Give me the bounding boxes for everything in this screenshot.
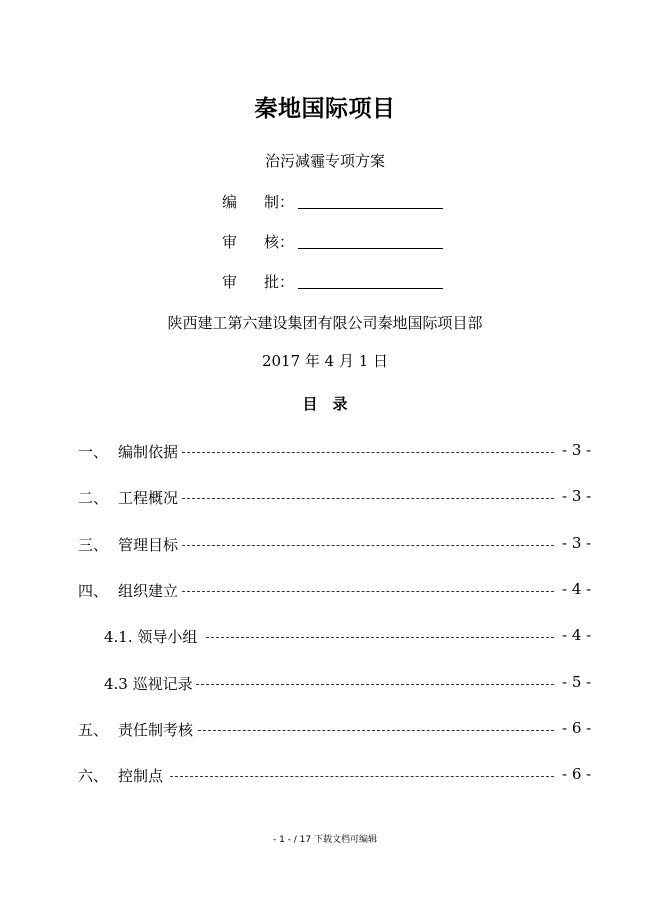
toc-item[interactable] [0,534,650,556]
toc-item[interactable] [0,441,650,463]
toc-leader [182,591,554,592]
toc-leader [182,545,554,546]
toc-leader [182,452,554,453]
document-title: 秦地国际项目 [254,96,396,122]
toc-item[interactable] [0,719,650,741]
toc-item[interactable] [0,487,650,509]
toc-item-page: - 5 - [562,673,592,691]
document-date: 2017 年 4 月 1 日 [261,352,389,370]
sig-line-compile [298,188,443,209]
toc-subitem[interactable] [0,626,650,648]
toc-item-number: 三、 [78,536,109,554]
toc-leader [206,637,554,638]
toc-item-page: - 3 - [562,487,592,505]
toc-item-page: - 4 - [562,626,592,644]
toc-subitem[interactable] [0,673,650,695]
toc-item-number: 四、 [78,582,109,600]
sig-line-review [298,228,443,249]
company-name: 陕西建工第六建设集团有限公司秦地国际项目部 [167,314,483,332]
toc-item[interactable] [0,580,650,602]
toc-item-label: 组织建立 [118,582,179,600]
toc-item-number: 一、 [78,443,109,461]
toc-item-page: - 3 - [562,534,592,552]
toc-item-page: - 6 - [562,719,592,737]
toc-item-label: 管理目标 [118,536,179,554]
toc-item-page: - 4 - [562,580,592,598]
toc-item-number: 二、 [78,489,109,507]
sig-label-approve: 审 批： [222,273,295,291]
toc-leader [198,730,554,731]
toc-item-page: - 6 - [562,765,592,783]
toc-item-number: 五、 [78,721,109,739]
sig-label-compile: 编 制： [222,193,295,211]
sig-line-approve [298,268,443,289]
toc-item-label: 工程概况 [118,489,179,507]
toc-item-label: 责任制考核 [118,721,194,739]
toc-item-label: 控制点 [118,767,164,785]
toc-item-number: 六、 [78,767,109,785]
toc-leader [196,684,554,685]
toc-item-label: 4.1. 领导小组 [104,628,198,646]
toc-heading: 目 录 [302,395,348,413]
toc-leader [170,776,554,777]
document-subtitle: 治污减霾专项方案 [264,152,385,170]
toc-item-label: 4.3 巡视记录 [104,675,193,693]
toc-item-label: 编制依据 [118,443,179,461]
page-footer: - 1 - / 17 下载文档可编辑 [272,835,377,845]
toc-leader [182,498,554,499]
sig-label-review: 审 核： [222,233,295,251]
toc-item-page: - 3 - [562,441,592,459]
toc-item[interactable] [0,765,650,787]
